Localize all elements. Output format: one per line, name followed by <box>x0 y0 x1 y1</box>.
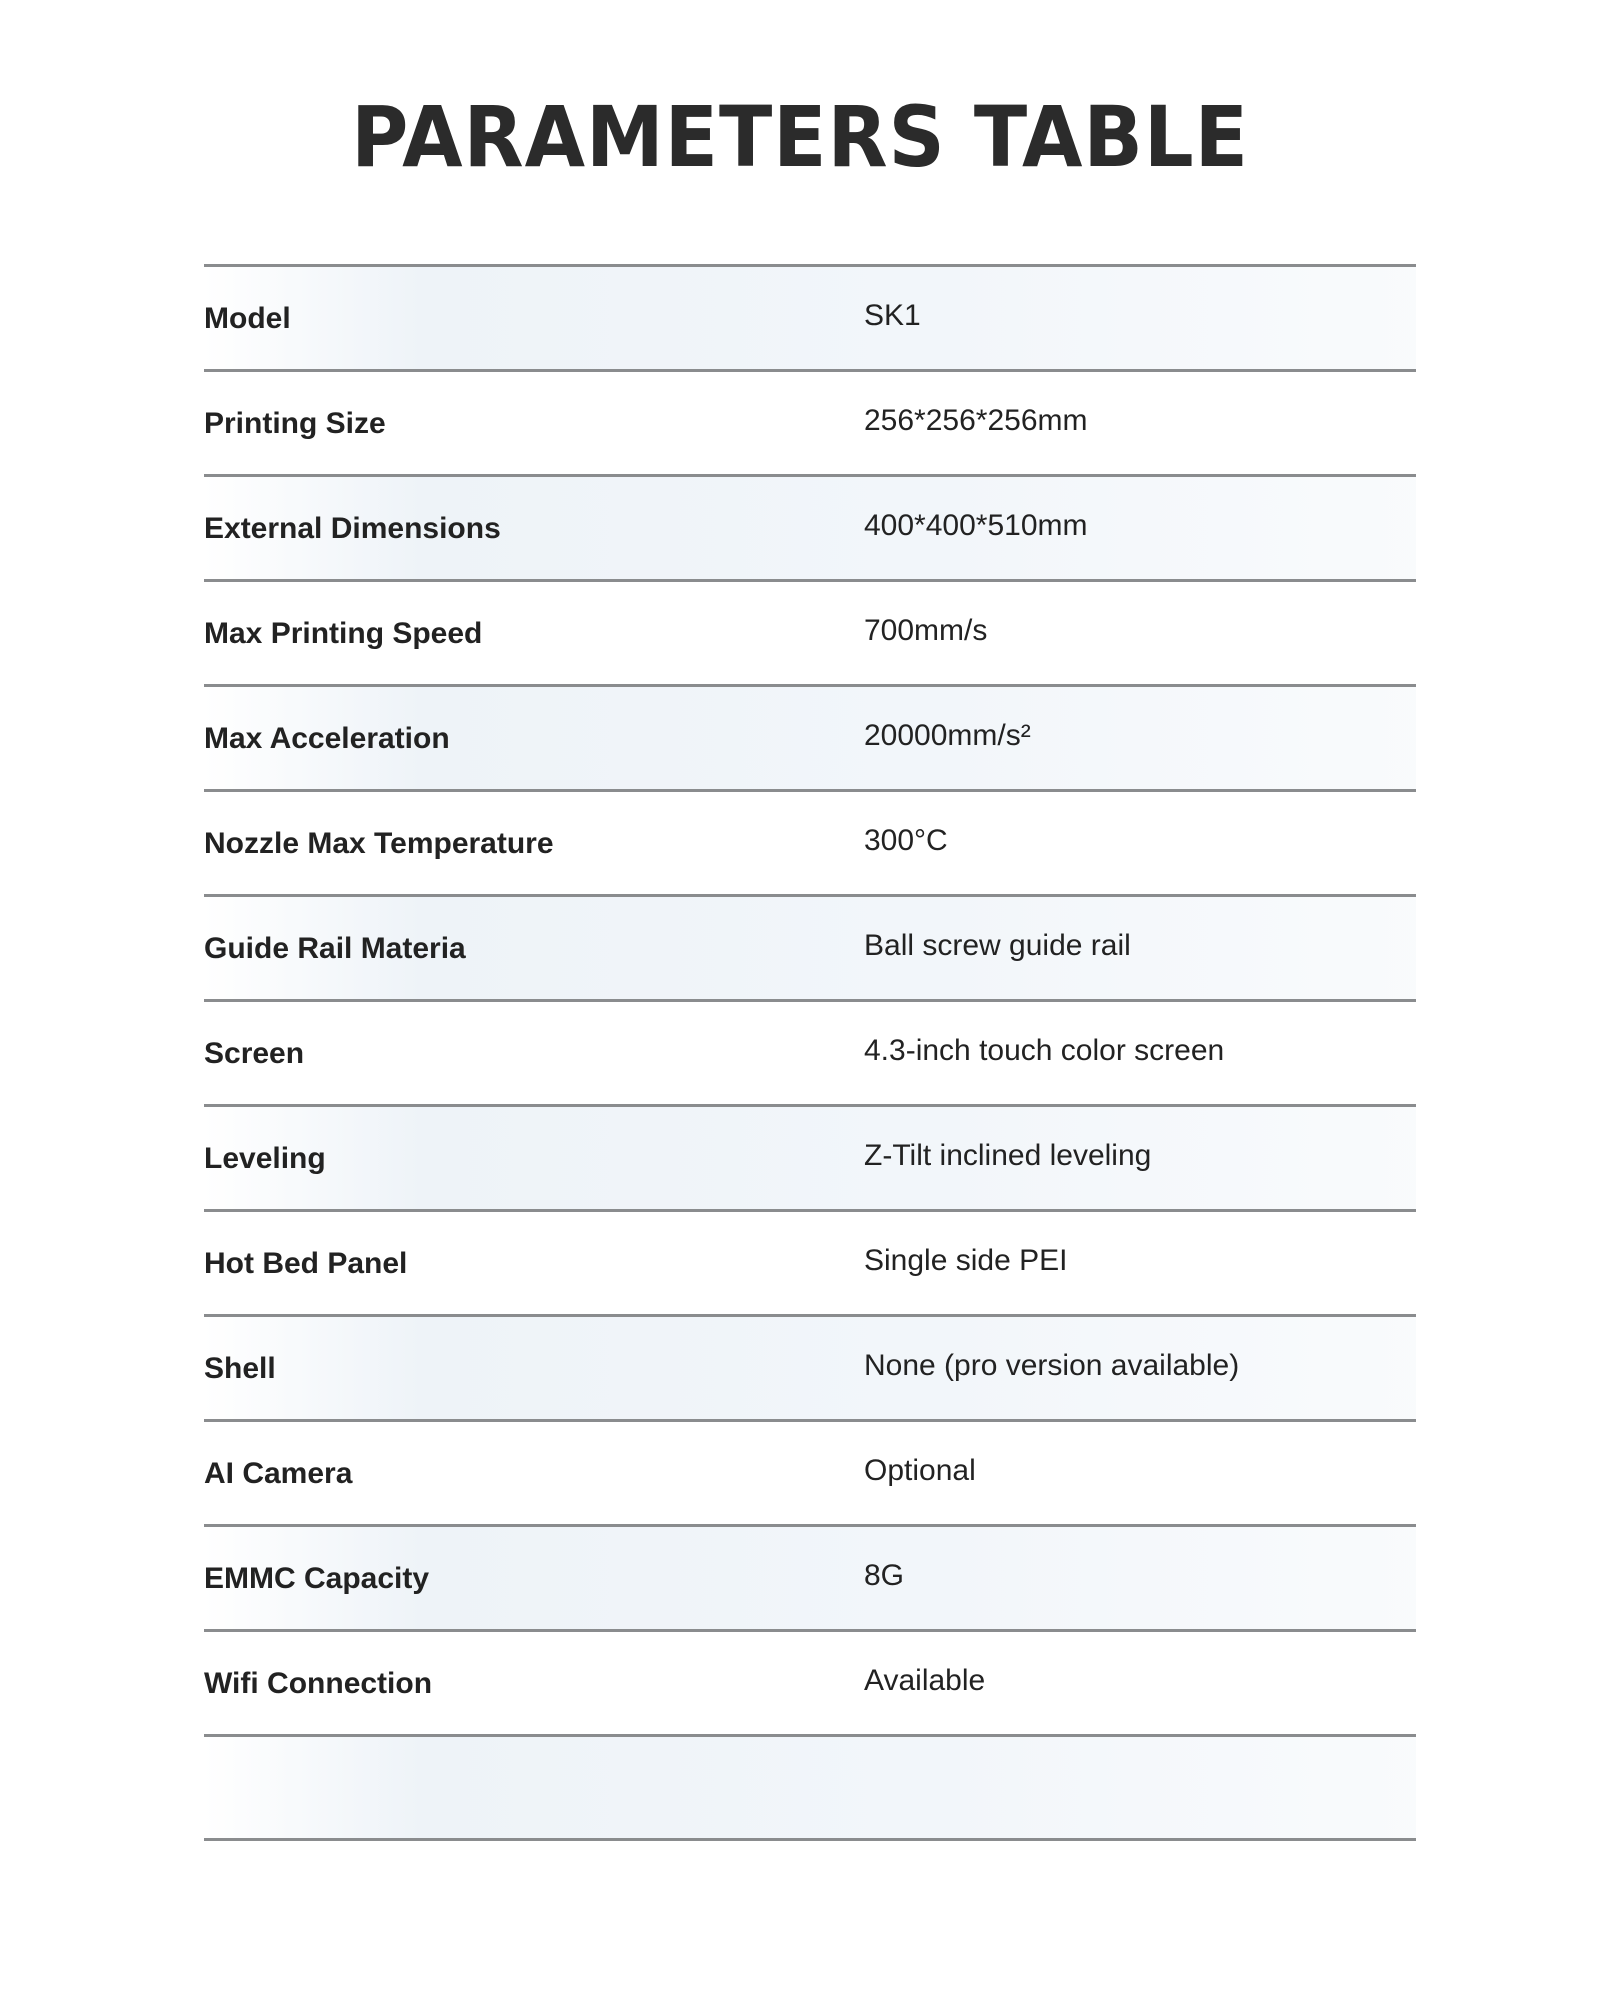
table-row <box>204 897 1416 1002</box>
param-label: Printing Size <box>204 407 386 440</box>
table-row <box>204 582 1416 687</box>
param-value: Optional <box>864 1454 976 1487</box>
param-value: None (pro version available) <box>864 1349 1240 1382</box>
table-row <box>204 1422 1416 1527</box>
table-row <box>204 267 1416 372</box>
table-row <box>204 1002 1416 1107</box>
param-value: Ball screw guide rail <box>864 929 1131 962</box>
param-label: Max Printing Speed <box>204 617 483 650</box>
param-label: Model <box>204 302 291 335</box>
parameters-table <box>204 264 1416 1841</box>
table-row <box>204 1107 1416 1212</box>
param-value: 8G <box>864 1559 905 1592</box>
param-value: 20000mm/s² <box>864 719 1031 752</box>
param-label: Screen <box>204 1037 305 1070</box>
page-title: PARAMETERS TABLE <box>351 88 1249 186</box>
param-label: EMMC Capacity <box>204 1562 430 1595</box>
param-label: Nozzle Max Temperature <box>204 827 554 860</box>
table-row <box>204 1212 1416 1317</box>
param-label: AI Camera <box>204 1457 353 1490</box>
table-row <box>204 1632 1416 1737</box>
param-label: External Dimensions <box>204 512 501 545</box>
param-label: Max Acceleration <box>204 722 450 755</box>
param-value: Single side PEI <box>864 1244 1068 1277</box>
table-row <box>204 687 1416 792</box>
param-value: Z-Tilt inclined leveling <box>864 1139 1152 1172</box>
param-label: Shell <box>204 1352 276 1385</box>
param-value: 256*256*256mm <box>864 404 1088 437</box>
table-row <box>204 477 1416 582</box>
param-label: Hot Bed Panel <box>204 1247 408 1280</box>
param-label: Guide Rail Materia <box>204 932 466 965</box>
param-value: 400*400*510mm <box>864 509 1088 542</box>
param-label: Leveling <box>204 1142 326 1175</box>
empty-table-row <box>204 1737 1416 1841</box>
param-value: 4.3-inch touch color screen <box>864 1034 1225 1067</box>
param-value: SK1 <box>864 299 921 332</box>
param-value: Available <box>864 1664 986 1697</box>
table-row <box>204 372 1416 477</box>
param-value: 300°C <box>864 824 948 857</box>
param-label: Wifi Connection <box>204 1667 433 1700</box>
table-row <box>204 792 1416 897</box>
table-row <box>204 1317 1416 1422</box>
table-row <box>204 1527 1416 1632</box>
param-value: 700mm/s <box>864 614 988 647</box>
